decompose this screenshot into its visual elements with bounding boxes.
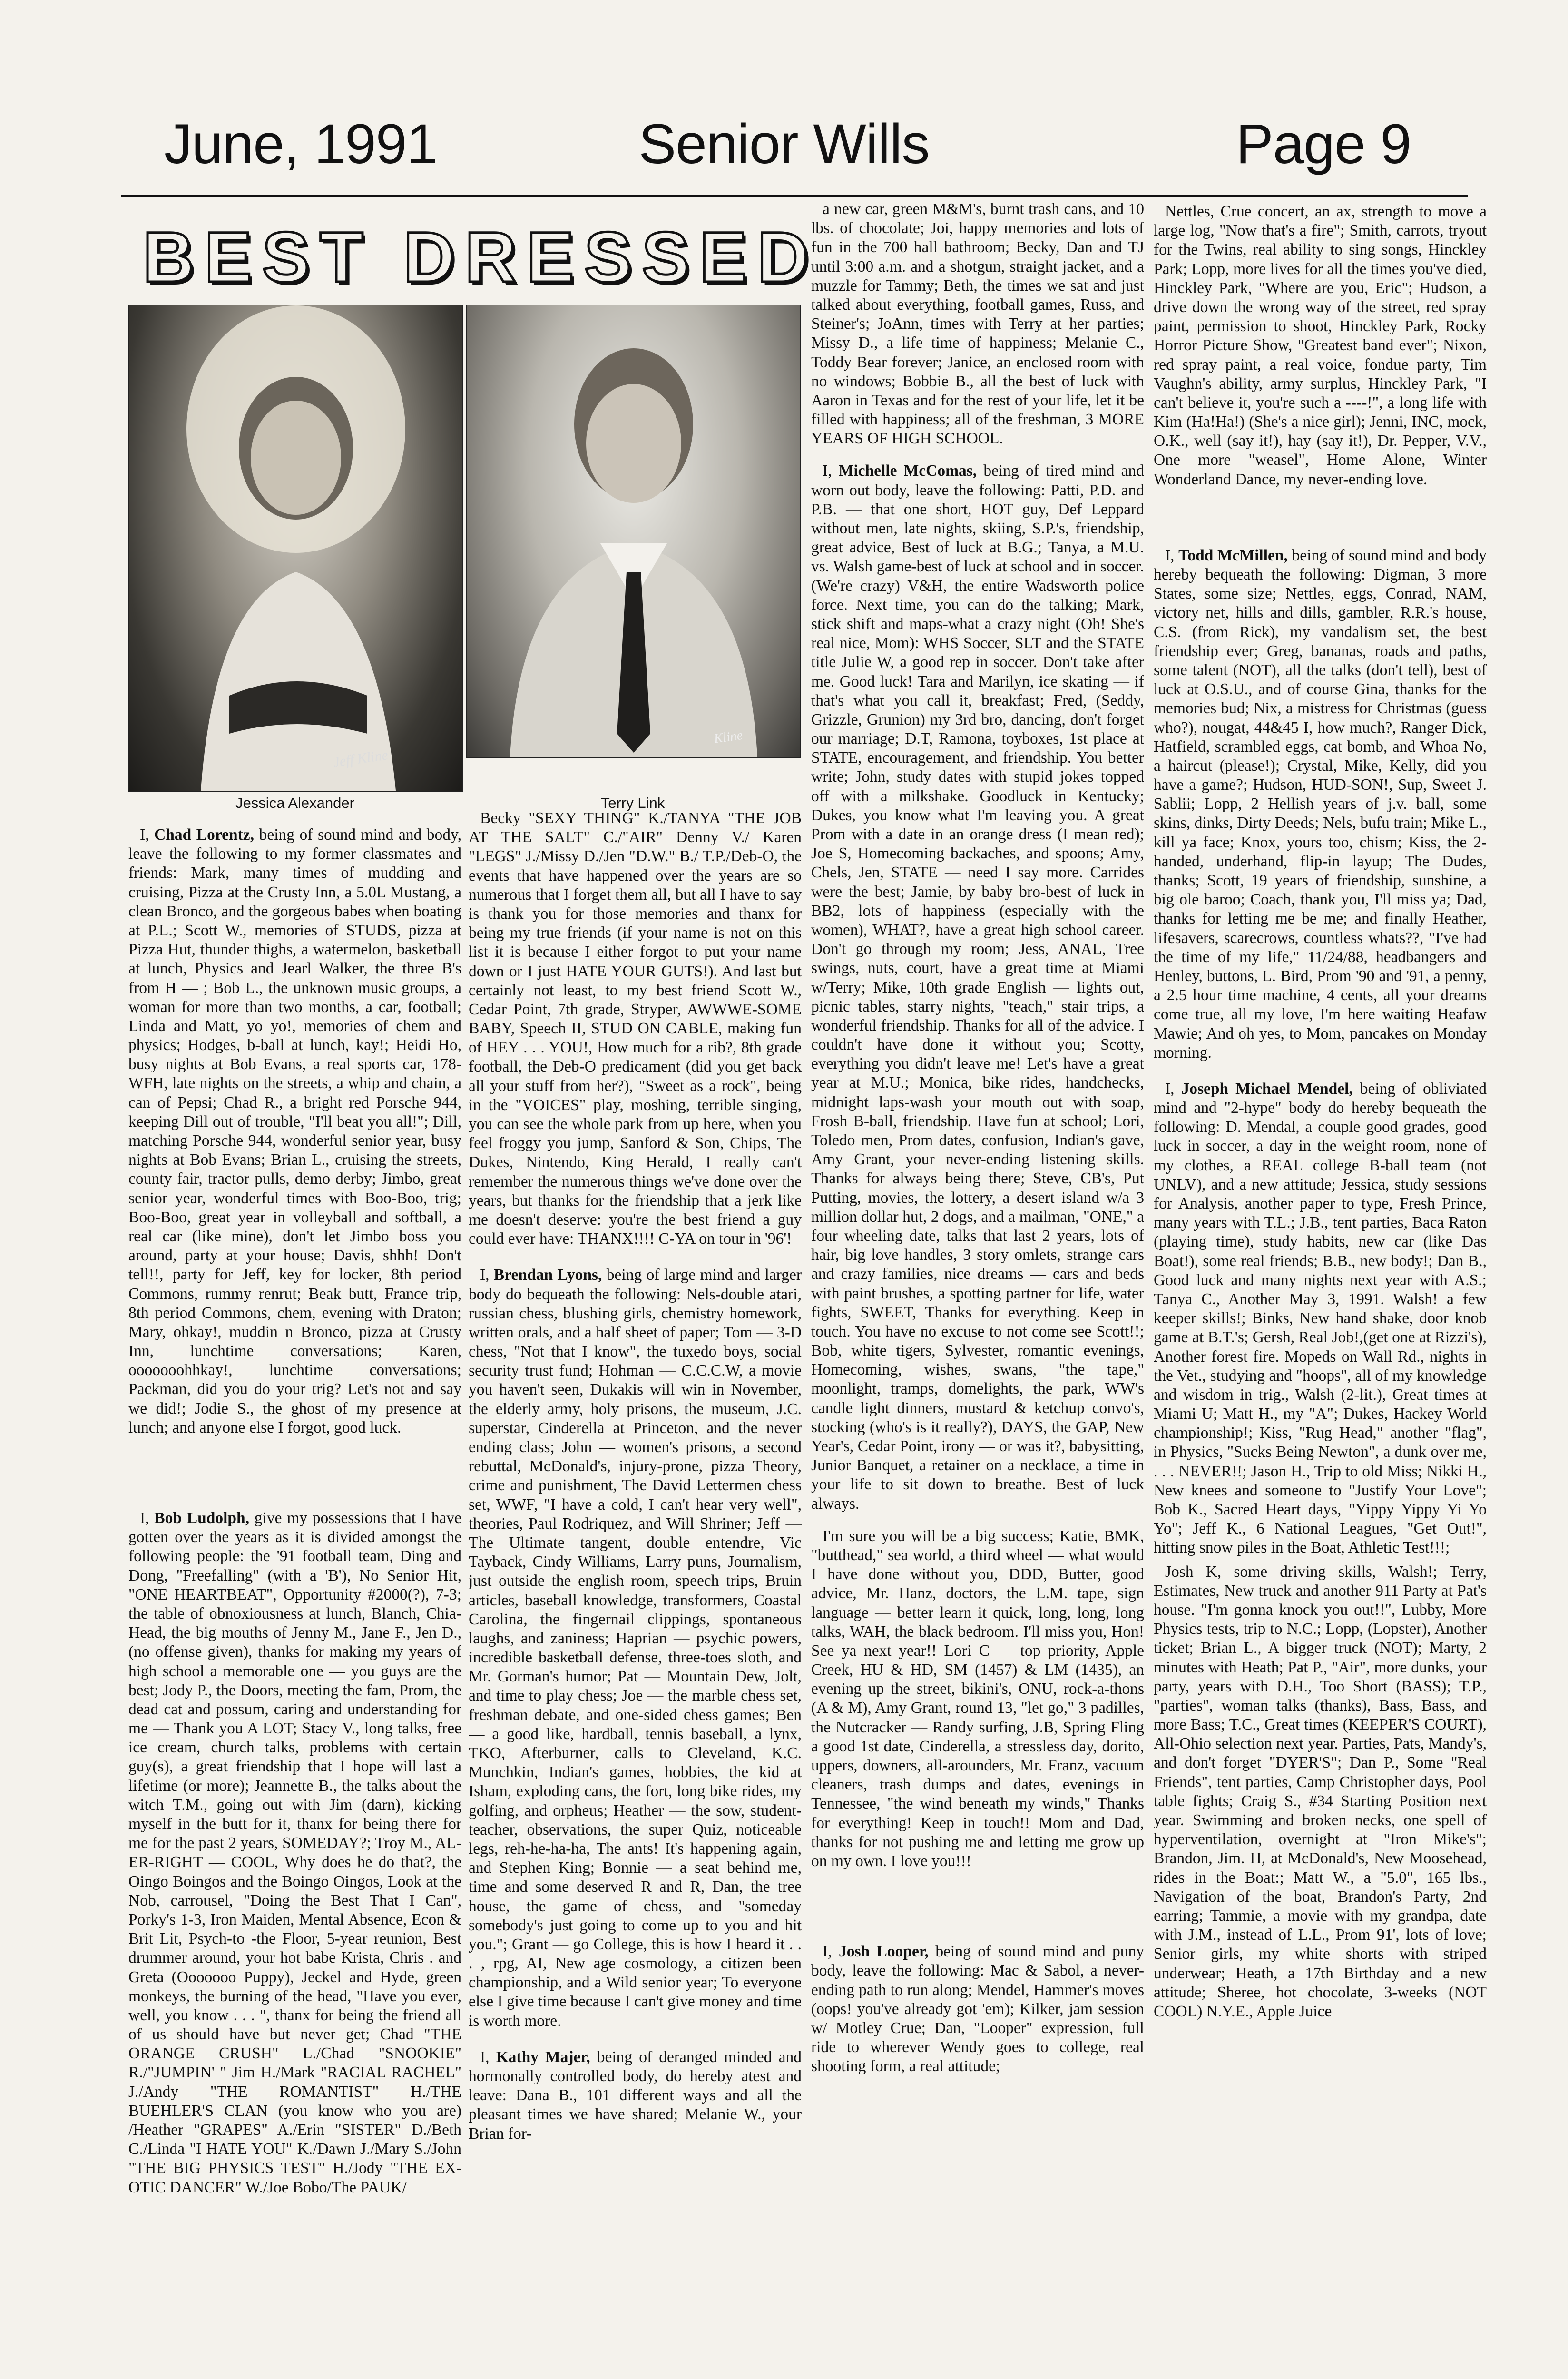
will-paragraph xyxy=(1154,1080,1487,1558)
will-author-name: Kathy Majer, xyxy=(496,2048,590,2066)
will-lead: I, xyxy=(140,826,155,844)
will-text: give my possessions that I have gotten over the years as it is divided amongst the following people: the '91 football team, Ding and Dong, "Freefalling" (with a 'B'), No Senior Hit, "ONE HEARTBEAT", Opportunity #2000(?), 7-3; the table of obnoxiousness at lunch, Blanch, Chia-Head, the big mouths of Jenny M., Jane F., Jen D., (no offense given), thanks for making my years of high school a memorable one — you guys are the best; Jody P., the Doors, meeting the fam, Prom, the dead cat and possum, caring and understanding for me — Thank you A LOT; Stacy V., long talks, free ice cream, church talks, problems with certain guy(s), a great friendship that I hope will last a lifetime (or more); Jeannette B., the talks about the witch T.M., going out with Jim (darn), kicking myself in the butt for it, thanx for being there for me for the past 2 years, SOMEDAY?; Troy M., AL-ER-RIGHT — COOL, Why does he do that?, the Oingo Boingos and the Boingo Oingos, Look at the Nob, carrousel, "Doing the Best That I Can", Porky's 1-3, Iron Maiden, Mental Absence, Econ & Brit Lit, Psych-to -the Floor, 5-year reunion, Best drummer around, your hot babe Krista, Chris . and Greta (Ooooooo Puppy), Jeckel and Hyde, green monkeys, the burning of the head, "Have you ever, well, you know . . . ", thanx for being the friend all of us should have but never get; Chad "THE ORANGE CRUSH" L./Chad "SNOOKIE" R./"JUMPIN' " Jim H./Mark "RACIAL RACHEL" J./Andy "THE ROMANTIST" H./THE BUEHLER'S CLAN (you know who you are) /Heather "GRAPES" A./Erin "SISTER" D./Beth C./Linda "I HATE YOU" K./Dawn J./Mary S./John "THE BIG PHYSICS TEST" H./Jody "THE EX-OTIC DANCER" W./Joe Bobo/The PAUK/ xyxy=(128,1509,461,2196)
will-lead: I, xyxy=(480,2048,496,2066)
will-author-name: Brendan Lyons, xyxy=(493,1266,602,1284)
article-column-4 xyxy=(1154,202,1487,2379)
heading-letter xyxy=(373,221,393,293)
will-text: being of tired mind and worn out body, leave the following: Patti, P.D. and P.B. — that one short, HOT guy, Def Leppard without men, late nights, skiing, S.P.'s, friendship, great advice, Best of luck at B.G.; Tanya, a M.U. vs. Walsh game-best of luck at school and in soccer. (We're crazy) V&H, the entire Wadsworth police force. Next time, you can do the talking; Mark, stick shift and maps-what a crazy night (Oh! She's real nice, Mom): WHS Soccer, SLT and the STATE title Julie W, a good rep in soccer. Don't take after me. Good luck! Tara and Marilyn, ice skating — if that's what you call it, breakfast; Fred, (Seddy, Grizzle, Grunion) my 3rd bro, dancing, don't forget our marriage; D.T, Ramona, toyboxes, 1st place at STATE, encouragement, and friendship. You better write; John, study dates with stupid jokes topped off with a milkshake. Goodluck in Kentucky; Dukes, you know what I'm leaving you. A great Prom with a date in an orange dress (I mean red); Joe S, Homecoming backaches, and spoons; Amy, Chels, Jen, STATE — need I say more. Carrides were the best; Jamie, by baby bro-best of luck in BB2, lots of happiness (especially with the women), WHAT?, have a great high school career. Don't go through my room; Jess, ANAL, Tree swings, nuts, court, have a great time at Miami w/Terry; Mike, 10th grade English — lights out, picnic tables, starry nights, "teach," stair trips, a wonderful friendship. Thanks for all of the advice. I couldn't have done it without you; Scotty, everything you didn't leave me! Let's have a great year at M.U.; Monica, bike rides, handchecks, midnight laps-wash your mouth out with soap, Frosh B-ball, friendship. Have fun at school; Lori, Toledo men, Prom dates, confusion, Indian's gave, Amy Grant, your never-ending listening skills. Thanks for always being there; Steve, CB's, Put Putting, movies, the lottery, a desert island w/a 3 million dollar hut, 2 dogs, and a mailman, "ONE," a four wheeling date, talks that last 2 years, lots of hair, big love handles, 3 story omlets, strange cars and crazy families, nice dreams — cars and beds with paint brushes, a spotting partner for life, water fights, SWEET, Thanks for everything. Keep in touch. You have no excuse to not come see Scott!!; Bob, white tigers, Sylvester, romantic evenings, Homecoming, wishes, swans, "the tape," moonlight, tramps, domelights, the park, WW's candle light dinners, mustard & ketchup convo's, stocking (who's is it really?), DAYS, the GAP, New Year's, Cedar Point, irony — or was it?, babysitting, Junior Banquet, a retainer on a necklace, a time in your life to sit down to breathe. Best of luck always. xyxy=(811,462,1144,1513)
page-number: Page 9 xyxy=(1236,113,1411,176)
heading-letter: E xyxy=(699,217,747,297)
article-column-2 xyxy=(469,809,802,2379)
will-text: being of sound mind and puny body, leave the following: Mac & Sabol, a never-ending path to run along; Mendel, Hammer's moves (oops! you've already got 'em); Kilker, jam session w/ Motley Crue; Dan, "Looper" expression, full ride to wherever Wendy goes to college, real shooting form, a real attitude; xyxy=(811,1943,1144,2075)
will-author-name: Josh Looper, xyxy=(838,1943,929,1961)
will-lead: I, xyxy=(140,1509,155,1527)
photo-jessica-alexander xyxy=(128,305,463,792)
will-paragraph xyxy=(1154,546,1487,1062)
heading-letter: S xyxy=(262,217,310,297)
header-rule xyxy=(121,195,1468,197)
will-text: a new car, green M&M's, burnt trash cans, and 10 lbs. of chocolate; Joi, happy memories and lots of fun in the 700 hall bathroom; Becky, Dan and TJ until 3:00 a.m. and a shotgun, straight jacket, and a muzzle for Tammy; Beth, the times we sat and just talked about everything, football games, Russ, and Steiner's; JoAnn, times with Terry at her parties; Missy D., a life time of happiness; Melanie C., Toddy Bear forever; Janice, an enclosed room with no windows; Bobbie B., all the best of luck with Aaron in Texas and for the rest of your life, let it be filled with happiness; all of the freshman, 3 MORE YEARS OF HIGH SCHOOL. xyxy=(811,200,1144,448)
best-dressed-heading xyxy=(143,216,809,297)
will-author-name: Todd McMillen, xyxy=(1178,546,1288,564)
will-text: being of obliviated mind and "2-hype" body do hereby bequeath the following: D. Mendal, a couple good grades, good luck in soccer, a day in the weight room, none of my clothes, a REAL college B-ball team (not UNLV), and a new attitude; Jessica, study sessions for Analysis, another paper to type, Fresh Prince, many years with T.L.; J.B., tent parties, Baca Raton (playing time), study habits, new car (like Das Boat!), some real friends; B.B., new body!; Dan B., Good luck and many nights next year with A.S.; Tanya C., Another May 3, 1991. Walsh! a few keeper skills!; Binks, New hand shake, door knob game at B.T.'s; Gersh, Real Job!,(get one at Rizzi's), Another forest fire. Mopeds on Wall Rd., nights in the Vet., studying and "hoops", all of my knowledge and wisdom in trig., Walsh (2-lit.), Great times at Miami U; Matt H., my "A"; Dukes, Hackey World championship!; Kiss, "Rug Head," another "flag", in Physics, "Sucks Being Newton", a dunk over me, . . . NEVER!!; Jason H., Trip to old Miss; Nikki H., New knees and someone to "Justify Your Love"; Bob K., Sacred Heart days, "Yippy Yippy Yi Yo Yo"; Jeff K., 6 National Leagues, "Get Out!", hitting snow piles in the Boat, Athletic Test!!!; xyxy=(1154,1080,1487,1557)
issue-date: June, 1991 xyxy=(164,113,437,176)
will-paragraph xyxy=(1154,1563,1487,2022)
will-author-name: Bob Ludolph, xyxy=(154,1509,250,1527)
will-author-name: Joseph Michael Mendel, xyxy=(1181,1080,1353,1098)
will-text: I'm sure you will be a big success; Katie, BMK, "butthead," sea world, a third wheel — what would I have done without you, DDD, Butter, good advice, Mr. Hanz, doctors, the L.M. tape, sign language — better learn it quick, long, long, long talks, WAH, the black bedroom. I'll miss you, Hon! See ya next year!! Lori C — top priority, Apple Creek, HU & HD, SM (1457) & LM (1435), an evening up the street, bikini's, ONU, rock-a-thons (A & M), Amy Grant, round 13, "let go," 3 padilles, the Nutcracker — Randy surfing, J.B, Spring Fling a good 1st date, Cinderella, a stressless day, dorito, uppers, downers, all-arounders, Mr. Franz, vacuum cleaners, trash dumps and dates, evenings in Tennessee, "the wind beneath my winds," Thanks for everything! Keep in touch!! Mom and Dad, thanks for not pushing me and letting me grow up on my own. I love you!!! xyxy=(811,1527,1144,1870)
heading-letter: T xyxy=(319,217,363,297)
photo-terry-link xyxy=(466,305,801,758)
photo-signature-left: Jeff Kline xyxy=(332,747,389,770)
heading-letter: S xyxy=(584,217,632,297)
will-text: Nettles, Crue concert, an ax, strength to move a large log, "Now that's a fire"; Smith, carrots, tryout for the Twins, real ability to sing songs, Hinckley Park; Lopp, more lives for all the times you've died, Hinckley Park, "Where are you, Eric"; Hudson, a drive down the wrong way of the street, red spray paint, permission to shoot, Hinckley Park, Rocky Horror Picture Show, "Greatest band ever"; Nixon, red spray paint, a real voice, fondue party, Tim Vaughn's ability, army surplus, Hinckley Park, "I can't believe it, you're such a ----!", a long life with Kim (Ha!Ha!) (She's a nice girl); Jenni, INC, mock, O.K., well (say it!), hay (say it!), Dr. Pepper, V.V., One more "weasel", Home Alone, Winter Wonderland Dance, my never-ending love. xyxy=(1154,203,1487,488)
heading-letter: R xyxy=(465,217,517,297)
will-lead: I, xyxy=(1165,1080,1182,1098)
heading-letter: D xyxy=(403,217,455,297)
photo-caption-left: Jessica Alexander xyxy=(235,795,354,811)
page-header xyxy=(0,0,1568,200)
section-title: Senior Wills xyxy=(638,113,930,176)
heading-letter: E xyxy=(204,217,252,297)
will-paragraph xyxy=(811,1942,1144,2076)
will-text: being of deranged minded and hormonally controlled body, do hereby atest and leave: Dana B., 101 different ways and all the pleasant times we have shared; Melanie W., your Brian for- xyxy=(469,2048,802,2143)
will-lead: I, xyxy=(1165,546,1179,564)
photo-caption-right: Terry Link xyxy=(600,795,665,811)
will-author-name: Michelle McComas, xyxy=(838,462,977,480)
will-paragraph xyxy=(469,1266,802,2031)
heading-letter: D xyxy=(757,217,809,297)
will-text: being of sound mind and body hereby bequeath the following: Digman, 3 more States, some size; Nettles, eggs, Conrad, NAM, victory net, hills and dills, gambler, R.R.'s house, C.S. (from Rick), my vandalism set, the best friendship ever; Greg, bananas, roads and paths, some talent (NOT), all the talks (don't tell), best of luck at O.S.U., and of course Gina, thanks for the memories bud; Nix, a mistress for Christmas (guess who?), nougat, 44&45 I, how much?, Ranger Dick, Hatfield, scrambled eggs, cat bomb, and Whoa No, a haircut (please!); Crystal, Mike, Kelly, did you have a game?; Hudson, HUD-SON!, Sup, Sweet J. Sablii; Lopp, 2 Hellish years of j.v. ball, some skins, dinks, Dirty Deeds; Nels, bufu train; Mike L., kill ya face; Knox, yours too, chism; Kiss, the 2-handed, underhand, flip-in layup; The Dudes, thanks; Scott, 19 years of friendship, sunshine, a big ole baroo; Coach, thank you, I'll miss ya; Dad, thanks for letting me be me; and finally Heather, lifesavers, scarecrows, countless whats??, "I've had the time of my life," 11/24/88, headbangers and Henley, buttons, L. Bird, Prom '90 and '91, a penny, a 2.5 hour time machine, 4 cents, all your dreams come true, all my love, I'm here waiting Heafaw Mawie; And oh yes, to Mom, pancakes on Monday morning. xyxy=(1154,546,1487,1062)
will-text: Becky "SEXY THING" K./TANYA "THE JOB AT THE SALT" C./"AIR" Denny V./ Karen "LEGS" J./Missy D./Jen "D.W." B./ T.P./Deb-O, the events that have happened over the years are so numerous that I forget them all, but all I have to say is thank you for those memories and thanx for being my true friends (if your name is not on this list it is because I either forgot to put your name down or I just HATE YOUR GUTS!). And last but certainly not least, to my best friend Scott W., Cedar Point, 7th grade, Stryper, AWWWE-SOME BABY, Speech II, STUD ON CABLE, making fun of HEY . . . YOU!, How much for a rib?, 8th grade football, the Deb-O predicament (did you get back all your stuff from her?), "Sweet as a rock", being in the "VOICES" play, moshing, terrible singing, you can see the whole park from up here, when you feel froggy you jump, Sanford & Son, Chips, The Dukes, Nintendo, King Herald, I really can't remember the numerous things we've done over the years, but thanks for the friendship that a jerk like me doesn't deserve: you're the best friend a guy could ever have: THANX!!!! C-YA on tour in '96'! xyxy=(469,809,802,1248)
will-lead: I, xyxy=(823,1943,839,1961)
will-text: Josh K, some driving skills, Walsh!; Terry, Estimates, New truck and another 911 Party at Pat's house. "I'm gonna knock you out!!", Lubby, More Physics tests, trip to N.C.; Lopp, (Lopster), Another ticket; Brian L., A bigger truck (NOT); Marty, 2 minutes with Heath; Pat P., "Air", more dunks, your party, years with D.H., Too Short (BASS); T.P., "parties", woman talks (thanks), Bass, Bass, and more Bass; T.C., Great times (KEEPER'S COURT), All-Ohio selection next year. Parties, Pats, Mandy's, and don't forget "DYER'S"; Dan P., Some "Real Friends", tent parties, Camp Christopher days, Pool table fights; Craig S., #34 Starting Position next year. Swimming and broken necks, one spell of hyperventilation, overnight at "Iron Mike's"; Brandon, Jim. H, at McDonald's, New Moosehead, rides in the Boat:; Matt W., a "5.0", 165 lbs., Navigation of the boat, Brandon's Party, 2nd earring; Tammie, a movie with my grandpa, date with J.M., instead of L.L., Prom 91', lots of love; Senior girls, my white shorts with striped underwear; Heath, a 17th Birthday and a new attitude; Sheree, hot chocolate, 3-weeks (NOT COOL) N.Y.E., Apple Juice xyxy=(1154,1563,1487,2020)
will-author-name: Chad Lorentz, xyxy=(154,826,255,844)
will-lead: I, xyxy=(480,1266,494,1284)
will-lead: I, xyxy=(823,462,839,480)
will-text: being of sound mind and body, leave the following to my former classmates and friends: Mark, many times of mudding and cruising, Pizza at the Crusty Inn, a 5.0L Mustang, a clean Bronco, and the gorgeous babes when boating at P.L.; Scott W., memories of STUDS, pizza at Pizza Hut, thunder thighs, a watermelon, basketball at lunch, Physics and Jearl Walker, the three B's from H — ; Bob L., the unknown music groups, a woman for more than two months, a car, football; Linda and Matt, yo yo!, memories of chem and physics; Hodges, b-ball at lunch, kay!; Heidi Ho, busy nights at Bob Evans, a real sports car, 178-WFH, late nights on the streets, a whip and chain, a can of Pepsi; Chad R., a bright red Porsche 944, keeping Dill out of trouble, "I'll beat you all!"; Dill, matching Porsche 944, wonderful senior year, busy nights at Bob Evans; Brian L., cruising the streets, county fair, tractor pulls, demo derby; Jimbo, great senior year, wonderful times with Boo-Boo, trig; Boo-Boo, great year in volleyball and softball, a real car (like mine), don't let Jimbo boss you around, party at your house; Davis, shhh! Don't tell!!, party for Jeff, key for locker, 8th period Commons, rummy renrut; Beak butt, France trip, 8th period Commons, chem, evening with Draton; Mary, ohkay!, muddin n Bronco, pizza at Crusty Inn, lunchtime conversations; Karen, ooooooohhkay!, lunchtime conversations; Packman, did you do your trig? Let's not and say we did!; Jodie S., the ghost of my presence at lunch; and anyone else I forgot, good luck. xyxy=(128,826,461,1436)
will-paragraph xyxy=(128,1509,461,2197)
will-paragraph xyxy=(128,826,461,1437)
photo-signature-right: Kline xyxy=(713,727,744,747)
will-paragraph xyxy=(1154,202,1487,489)
heading-letter: E xyxy=(526,217,574,297)
article-column-1 xyxy=(128,826,461,2379)
will-text: being of large mind and larger body do bequeath the following: Nels-double atari, russian chess, blushing girls, chemistry homework, written orals, and a half sheet of paper; Tom — 3-D chess, "Not that I know", the tuxedo boys, social security trust fund; Hohman — C.C.C.W, a movie you haven't seen, Dukakis will win in November, the elderly army, holy prisons, the museum, J.C. superstar, Cinderella at Princeton, and the never ending class; John — women's prisons, a second rebuttal, McDonald's, injury-prone, pizza Theory, crime and punishment, The David Lettermen chess set, WWF, "I have a cold, I can't hear very well", theories, Paul Rodriquez, and Will Shriner; Jeff — The Ultimate tangent, double entendre, Vic Tayback, Cindy Williams, Larry puns, Journalism, just outside the english room, speech trips, Bruin articles, baseball knowledge, transformers, Coastal Carolina, the fingernail clippings, spontaneous laughs, and zaniness; Haprian — psychic powers, incredible basketball defense, three-toes sloth, and Mr. Gorman's humor; Pat — Mountain Dew, Jolt, and time to play chess; Joe — the marble chess set, freshman debate, and one-sided chess games; Ben — a good like, hardball, tennis baseball, a lynx, TKO, Afterburner, calls to Cleveland, K.C. Munchkin, Indian's games, hobbies, the kid at Isham, exploding cans, the fort, long bike rides, my golfing, and orpheus; Heather — the sow, student-teacher, observations, the super Quiz, noticeable legs, reh-he-ha-ha, The ants! It's happening again, and Stephen King; Bonnie — a seat behind me, time and some deserved R and R, Dan, the tree house, the game of chess, and "someday somebody's just going to come up to you and hit you."; Grant — go College, this is how I heard it . . . , rpg, AI, New age cosmology, a citizen been championship, and a Wild senior year; To everyone else I give time because I can't give money and time is worth more. xyxy=(469,1266,802,2030)
will-paragraph xyxy=(469,809,802,1248)
will-paragraph xyxy=(811,200,1144,448)
will-paragraph xyxy=(811,1527,1144,1871)
will-paragraph xyxy=(811,462,1144,1513)
heading-letter: S xyxy=(642,217,690,297)
will-paragraph xyxy=(469,2048,802,2143)
heading-letter: B xyxy=(143,217,195,297)
article-column-3 xyxy=(811,200,1144,2379)
